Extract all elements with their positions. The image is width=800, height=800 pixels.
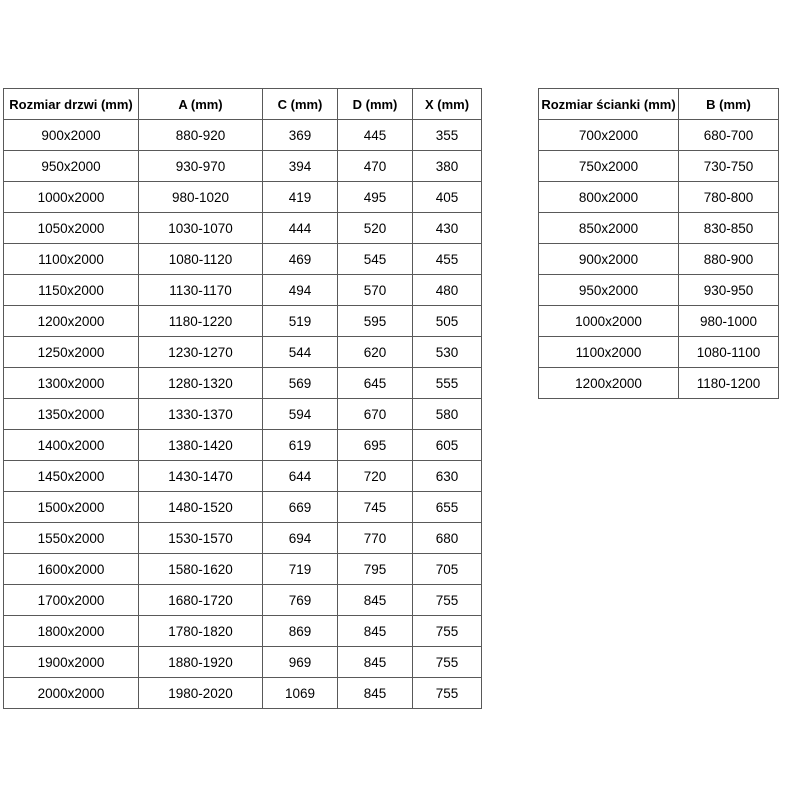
table-row [4, 120, 482, 151]
table-cell: 445 [338, 120, 413, 151]
wall-sizes-table-body [539, 120, 779, 399]
table-cell: 1080-1120 [139, 244, 263, 275]
table-cell: 900x2000 [4, 120, 139, 151]
door-sizes-table-body [4, 120, 482, 709]
table-cell: 1200x2000 [539, 368, 679, 399]
table-cell: 369 [263, 120, 338, 151]
table-cell: 930-950 [679, 275, 779, 306]
table-cell: 845 [338, 678, 413, 709]
table-cell: 1100x2000 [539, 337, 679, 368]
table-row [4, 213, 482, 244]
table-cell: 595 [338, 306, 413, 337]
table-cell: 505 [413, 306, 482, 337]
table-cell: 930-970 [139, 151, 263, 182]
table-cell: 1150x2000 [4, 275, 139, 306]
table-cell: 694 [263, 523, 338, 554]
column-header: X (mm) [413, 89, 482, 120]
table-cell: 695 [338, 430, 413, 461]
table-cell: 1580-1620 [139, 554, 263, 585]
table-row [539, 337, 779, 368]
table-row [4, 399, 482, 430]
column-header: Rozmiar drzwi (mm) [4, 89, 139, 120]
table-cell: 845 [338, 647, 413, 678]
table-cell: 1680-1720 [139, 585, 263, 616]
table-row [4, 368, 482, 399]
table-cell: 1180-1200 [679, 368, 779, 399]
table-row [539, 182, 779, 213]
table-cell: 355 [413, 120, 482, 151]
table-cell: 969 [263, 647, 338, 678]
table-cell: 430 [413, 213, 482, 244]
table-cell: 719 [263, 554, 338, 585]
table-cell: 850x2000 [539, 213, 679, 244]
table-row [539, 151, 779, 182]
table-row [4, 585, 482, 616]
table-cell: 800x2000 [539, 182, 679, 213]
table-row [4, 306, 482, 337]
table-row [4, 461, 482, 492]
table-row [4, 523, 482, 554]
table-cell: 520 [338, 213, 413, 244]
column-header: C (mm) [263, 89, 338, 120]
table-cell: 655 [413, 492, 482, 523]
table-row [539, 275, 779, 306]
table-cell: 1350x2000 [4, 399, 139, 430]
table-cell: 770 [338, 523, 413, 554]
table-cell: 980-1020 [139, 182, 263, 213]
table-cell: 755 [413, 678, 482, 709]
wall-sizes-table [538, 88, 779, 399]
table-cell: 620 [338, 337, 413, 368]
table-cell: 1880-1920 [139, 647, 263, 678]
table-cell: 950x2000 [4, 151, 139, 182]
door-sizes-table-header [4, 89, 482, 120]
table-cell: 1380-1420 [139, 430, 263, 461]
table-cell: 630 [413, 461, 482, 492]
table-cell: 645 [338, 368, 413, 399]
table-cell: 444 [263, 213, 338, 244]
table-cell: 1700x2000 [4, 585, 139, 616]
table-cell: 1780-1820 [139, 616, 263, 647]
table-cell: 769 [263, 585, 338, 616]
table-cell: 555 [413, 368, 482, 399]
table-row [539, 213, 779, 244]
table-cell: 605 [413, 430, 482, 461]
column-header: D (mm) [338, 89, 413, 120]
table-cell: 845 [338, 616, 413, 647]
table-cell: 1200x2000 [4, 306, 139, 337]
table-cell: 644 [263, 461, 338, 492]
table-header-row [4, 89, 482, 120]
table-cell: 619 [263, 430, 338, 461]
table-cell: 745 [338, 492, 413, 523]
table-cell: 700x2000 [539, 120, 679, 151]
table-cell: 1480-1520 [139, 492, 263, 523]
table-cell: 495 [338, 182, 413, 213]
table-cell: 545 [338, 244, 413, 275]
table-cell: 1280-1320 [139, 368, 263, 399]
table-cell: 669 [263, 492, 338, 523]
table-cell: 1080-1100 [679, 337, 779, 368]
table-cell: 394 [263, 151, 338, 182]
table-cell: 830-850 [679, 213, 779, 244]
table-cell: 1450x2000 [4, 461, 139, 492]
table-cell: 480 [413, 275, 482, 306]
table-cell: 544 [263, 337, 338, 368]
table-cell: 670 [338, 399, 413, 430]
door-sizes-table [3, 88, 482, 709]
table-cell: 2000x2000 [4, 678, 139, 709]
table-cell: 1330-1370 [139, 399, 263, 430]
table-cell: 1550x2000 [4, 523, 139, 554]
table-row [4, 647, 482, 678]
table-row [4, 554, 482, 585]
table-cell: 1800x2000 [4, 616, 139, 647]
table-cell: 1180-1220 [139, 306, 263, 337]
table-cell: 730-750 [679, 151, 779, 182]
table-cell: 455 [413, 244, 482, 275]
table-row [4, 678, 482, 709]
table-cell: 1600x2000 [4, 554, 139, 585]
table-cell: 470 [338, 151, 413, 182]
table-cell: 594 [263, 399, 338, 430]
table-cell: 569 [263, 368, 338, 399]
table-cell: 1980-2020 [139, 678, 263, 709]
table-cell: 1230-1270 [139, 337, 263, 368]
table-cell: 705 [413, 554, 482, 585]
table-cell: 1250x2000 [4, 337, 139, 368]
table-cell: 1530-1570 [139, 523, 263, 554]
table-row [4, 182, 482, 213]
table-cell: 845 [338, 585, 413, 616]
table-cell: 419 [263, 182, 338, 213]
table-cell: 1130-1170 [139, 275, 263, 306]
table-row [4, 244, 482, 275]
table-cell: 1100x2000 [4, 244, 139, 275]
table-cell: 950x2000 [539, 275, 679, 306]
table-cell: 1030-1070 [139, 213, 263, 244]
table-cell: 1000x2000 [4, 182, 139, 213]
table-cell: 880-900 [679, 244, 779, 275]
table-row [539, 306, 779, 337]
table-cell: 795 [338, 554, 413, 585]
table-cell: 530 [413, 337, 482, 368]
table-cell: 1400x2000 [4, 430, 139, 461]
table-cell: 680 [413, 523, 482, 554]
table-cell: 405 [413, 182, 482, 213]
table-cell: 755 [413, 616, 482, 647]
table-header-row [539, 89, 779, 120]
table-cell: 494 [263, 275, 338, 306]
table-cell: 1000x2000 [539, 306, 679, 337]
table-row [4, 492, 482, 523]
table-cell: 900x2000 [539, 244, 679, 275]
column-header: B (mm) [679, 89, 779, 120]
table-cell: 720 [338, 461, 413, 492]
table-cell: 1430-1470 [139, 461, 263, 492]
column-header: A (mm) [139, 89, 263, 120]
table-cell: 1069 [263, 678, 338, 709]
table-cell: 780-800 [679, 182, 779, 213]
table-cell: 570 [338, 275, 413, 306]
table-cell: 380 [413, 151, 482, 182]
table-cell: 680-700 [679, 120, 779, 151]
table-cell: 519 [263, 306, 338, 337]
table-row [4, 337, 482, 368]
wall-sizes-table-header [539, 89, 779, 120]
table-cell: 1300x2000 [4, 368, 139, 399]
table-row [539, 368, 779, 399]
table-cell: 755 [413, 647, 482, 678]
table-row [4, 275, 482, 306]
table-cell: 880-920 [139, 120, 263, 151]
table-cell: 1500x2000 [4, 492, 139, 523]
table-cell: 580 [413, 399, 482, 430]
table-cell: 750x2000 [539, 151, 679, 182]
table-cell: 469 [263, 244, 338, 275]
table-cell: 869 [263, 616, 338, 647]
column-header: Rozmiar ścianki (mm) [539, 89, 679, 120]
table-row [539, 244, 779, 275]
table-cell: 755 [413, 585, 482, 616]
table-cell: 1050x2000 [4, 213, 139, 244]
table-cell: 1900x2000 [4, 647, 139, 678]
table-row [4, 430, 482, 461]
table-row [4, 616, 482, 647]
table-row [4, 151, 482, 182]
table-row [539, 120, 779, 151]
table-cell: 980-1000 [679, 306, 779, 337]
